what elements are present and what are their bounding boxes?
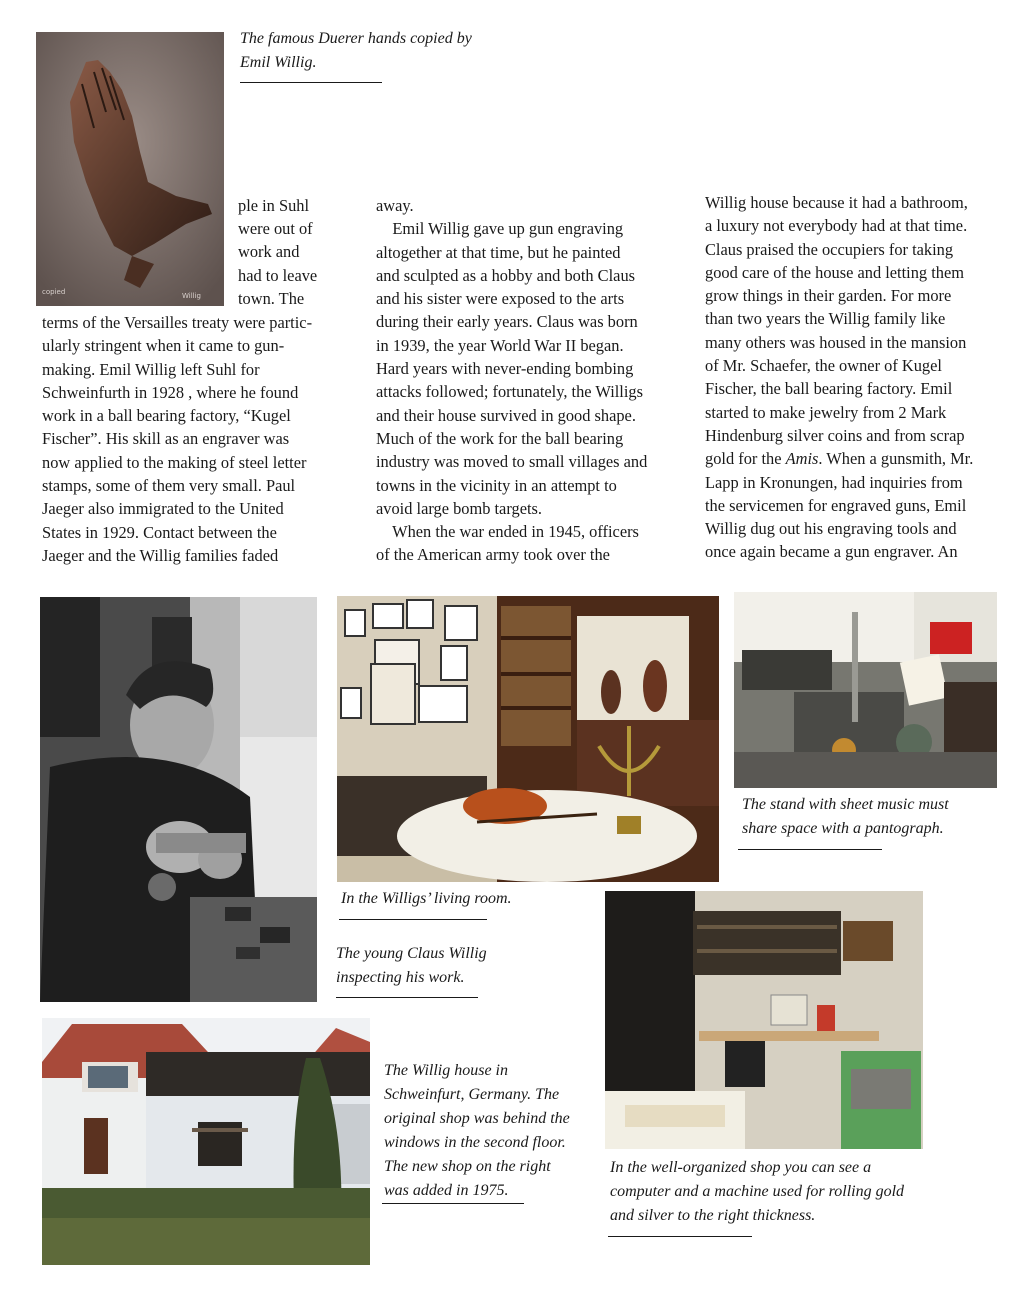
shop-photo <box>605 891 923 1149</box>
body-line: and sculpted as a hobby and both Claus <box>376 265 636 285</box>
body-line: Schweinfurth in 1928 , where he found <box>42 382 299 402</box>
body-line: terms of the Versailles treaty were partic- <box>42 313 313 332</box>
living-room-caption <box>341 887 512 911</box>
shop-caption <box>610 1156 904 1228</box>
caption-line: Schweinfurt, Germany. The <box>384 1086 560 1103</box>
body-line: stamps, some of them very small. Paul <box>42 476 296 496</box>
body-line: making. Emil Willig left Suhl for <box>42 359 260 379</box>
body-line: Hard years with never-ending bombing <box>376 359 634 379</box>
body-line: and his sister were exposed to the arts <box>376 289 625 309</box>
article-column-2 <box>376 194 647 567</box>
living-room-illustration <box>337 596 719 882</box>
caption-line: The famous Duerer hands copied by <box>240 30 472 47</box>
body-emphasis: Amis <box>785 449 819 469</box>
shop-caption-rule <box>608 1236 752 1237</box>
caption-line: Emil Willig. <box>240 54 317 71</box>
body-text: gold for the <box>705 449 782 469</box>
caption-line: The young Claus Willig <box>336 945 487 962</box>
pantograph-illustration <box>734 592 997 788</box>
body-line: towns in the vicinity in an attempt to <box>376 475 617 495</box>
caption-line: computer and a machine used for rolling gold <box>610 1183 905 1200</box>
caption-line: inspecting his work. <box>336 969 465 986</box>
caption-line: The new shop on the right <box>384 1158 551 1175</box>
article-column-3 <box>705 191 973 564</box>
caption-line: The Willig house in <box>384 1062 508 1079</box>
body-line: of the American army took over the <box>376 545 610 565</box>
body-line: Emil Willig gave up gun engraving <box>376 219 624 239</box>
body-line: the servicemen for engraved guns, Emil <box>705 495 967 515</box>
body-line: ple in Suhl <box>238 196 310 215</box>
body-line: of Mr. Schaefer, the owner of Kugel <box>705 356 942 376</box>
body-line: than two years the Willig family like <box>705 309 946 329</box>
body-line: and their house survived in good shape. <box>376 405 636 425</box>
pantograph-photo <box>734 592 997 788</box>
body-text: . When a gunsmith, Mr. <box>818 449 974 469</box>
body-line: States in 1929. Contact between the <box>42 522 277 542</box>
body-line: Willig dug out his engraving tools and <box>705 519 957 539</box>
caption-line: share space with a pantograph. <box>742 820 944 837</box>
body-line: avoid large bomb targets. <box>376 498 542 518</box>
hands-caption <box>240 27 472 75</box>
caption-line: windows in the second floor. <box>384 1134 566 1151</box>
body-line: now applied to the making of steel letter <box>42 452 307 472</box>
caption-line: original shop was behind the <box>384 1110 570 1127</box>
body-line: once again became a gun engraver. An <box>705 542 958 562</box>
hands-caption-rule <box>240 82 382 83</box>
svg-text:copied: copied <box>42 288 66 296</box>
house-caption-rule <box>382 1203 524 1204</box>
caption-line: and silver to the right thickness. <box>610 1207 816 1224</box>
body-line: town. The <box>238 289 305 308</box>
pantograph-caption-rule <box>738 849 882 850</box>
body-line: work in a ball bearing factory, “Kugel <box>42 406 291 426</box>
body-line: Jaeger also immigrated to the United <box>42 499 284 519</box>
body-line: good care of the house and letting them <box>705 262 964 282</box>
body-line <box>705 447 973 470</box>
body-line: a luxury not everybody had at that time. <box>705 216 968 236</box>
body-line: Jaeger and the Willig families faded <box>42 545 279 565</box>
body-line: work and <box>238 242 300 261</box>
body-line: Lapp in Kronungen, had inquiries from <box>705 472 963 492</box>
body-line: altogether at that time, but he painted <box>376 242 621 262</box>
body-line: Fischer”. His skill as an engraver was <box>42 429 290 449</box>
body-line: in 1939, the year World War II began. <box>376 335 624 355</box>
body-line: during their early years. Claus was born <box>376 312 638 332</box>
body-line: away. <box>376 196 414 215</box>
caption-line: In the Willigs’ living room. <box>341 890 512 907</box>
body-line: had to leave <box>238 266 318 285</box>
young-claus-illustration <box>40 597 317 1002</box>
willig-house-illustration <box>42 1018 370 1265</box>
pantograph-caption <box>742 793 949 841</box>
caption-line: In the well-organized shop you can see a <box>610 1159 872 1176</box>
body-line: attacks followed; fortunately, the Willigs <box>376 382 643 402</box>
young-claus-caption <box>336 942 487 990</box>
svg-text:Willig: Willig <box>182 292 201 300</box>
body-line: Much of the work for the ball bearing <box>376 428 624 448</box>
young-claus-caption-rule <box>336 997 478 998</box>
body-line: were out of <box>238 219 313 238</box>
body-line: Willig house because it had a bathroom, <box>705 193 968 212</box>
body-line: Hindenburg silver coins and from scrap <box>705 425 965 445</box>
duerer-hands-photo <box>36 32 224 306</box>
body-line: many others was housed in the mansion <box>705 332 967 352</box>
duerer-hands-illustration <box>36 32 224 306</box>
house-caption <box>384 1059 570 1203</box>
body-line: Fischer, the ball bearing factory. Emil <box>705 379 953 399</box>
body-line: ularly stringent when it came to gun- <box>42 336 285 356</box>
caption-line: The stand with sheet music must <box>742 796 949 813</box>
body-line: started to make jewelry from 2 Mark <box>705 402 947 422</box>
shop-illustration <box>605 891 923 1149</box>
young-claus-photo <box>40 597 317 1002</box>
body-line: grow things in their garden. For more <box>705 286 952 306</box>
body-line: Claus praised the occupiers for taking <box>705 239 954 259</box>
living-room-photo <box>337 596 719 882</box>
living-room-caption-rule <box>339 919 487 920</box>
body-line: industry was moved to small villages and <box>376 452 648 472</box>
body-line: When the war ended in 1945, officers <box>376 522 639 542</box>
willig-house-photo <box>42 1018 370 1265</box>
caption-line: was added in 1975. <box>384 1182 509 1199</box>
